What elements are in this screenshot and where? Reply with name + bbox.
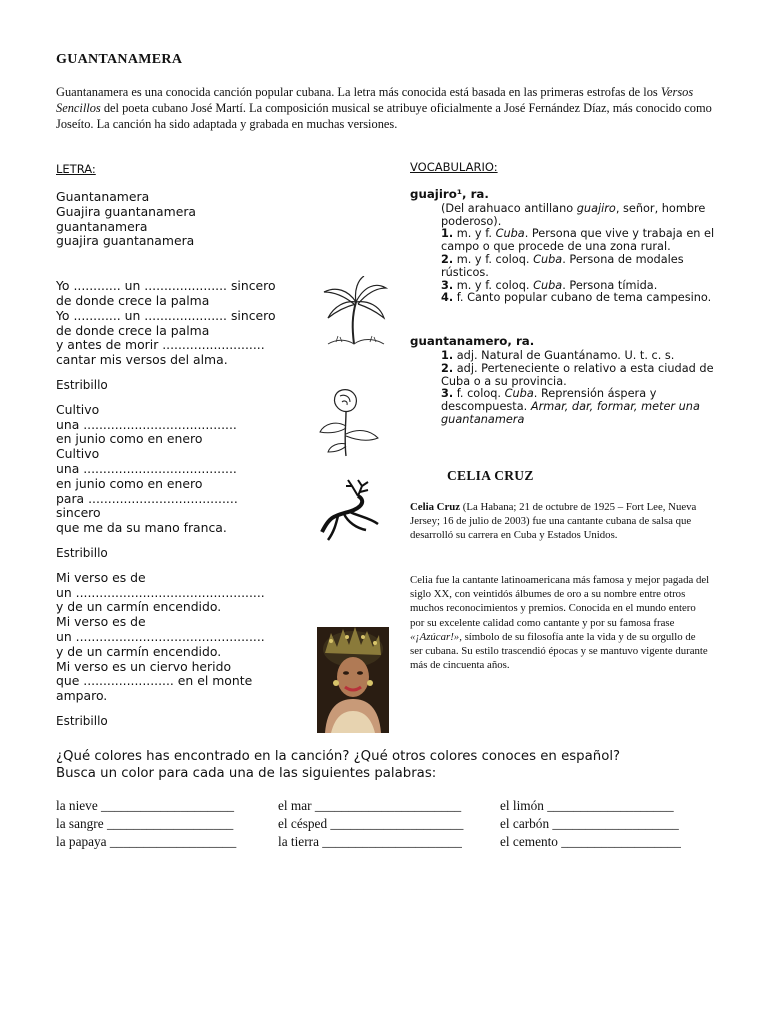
lyric-line: en junio como en enero xyxy=(56,475,203,491)
vocab-def-text: . Reprensión áspera y descompuesta. xyxy=(441,387,657,414)
vocab-def xyxy=(410,363,720,389)
exercise-word: el césped ____________________ xyxy=(278,816,464,831)
lyric-line: Guajira guantanamera xyxy=(56,203,196,219)
lyrics-block xyxy=(56,190,316,739)
question-block xyxy=(56,748,696,782)
celia-fame-paragraph xyxy=(410,573,710,672)
lyric-line: un ................................................ xyxy=(56,628,265,644)
vocab-entry-head: guajiro¹, ra. xyxy=(410,187,489,201)
lyric-line: y antes de morir .......................... xyxy=(56,337,265,353)
exercise-word: el cemento __________________ xyxy=(500,834,681,849)
exercise-word: la papaya ___________________ xyxy=(56,834,237,849)
lyric-line: Mi verso es de xyxy=(56,614,146,630)
vocabulary-header: VOCABULARIO: xyxy=(410,160,498,174)
vocab-def xyxy=(410,228,720,254)
lyric-line: Cultivo xyxy=(56,446,100,462)
estribillo-label: Estribillo xyxy=(56,377,108,392)
exercise-word: el mar ______________________ xyxy=(278,798,462,813)
page-title: GUANTANAMERA xyxy=(56,52,183,67)
vocab-def-num: 3. xyxy=(441,278,454,292)
question-instruction: Busca un color para cada una de las siguientes palabras: xyxy=(56,766,437,781)
lyric-line: de donde crece la palma xyxy=(56,322,210,338)
lyric-line: que ....................... en el monte xyxy=(56,673,253,689)
exercise-word: la nieve ____________________ xyxy=(56,798,235,813)
lyric-line: Guantanamera xyxy=(56,189,150,204)
lyric-line: guantanamera xyxy=(56,218,148,234)
lyric-line: cantar mis versos del alma. xyxy=(56,352,228,368)
lyric-line: y de un carmín encendido. xyxy=(56,599,222,615)
exercise-word: la sangre ___________________ xyxy=(56,816,234,831)
estribillo-label: Estribillo xyxy=(56,545,108,560)
lyric-line: sincero xyxy=(56,505,101,521)
lyric-line: y de un carmín encendido. xyxy=(56,643,222,659)
vocab-def-text: . Persona que vive y trabaja en el campo o que procede de una zona rural. xyxy=(441,227,715,254)
lyrics-header: LETRA: xyxy=(56,162,96,176)
vocab-def-place: Cuba xyxy=(533,278,563,292)
lyric-line: Yo ............ un ..................... sincero xyxy=(56,307,276,323)
exercise-word: el limón ___________________ xyxy=(500,798,674,813)
vocab-def-num: 2. xyxy=(441,252,454,266)
celia-bio-text: (La Habana; 21 de octubre de 1925 – Fort Lee, Nueva Jersey; 16 de julio de 2003) fue una cantante cubana de salsa que desarrolló su carrera en Cuba y Estados Unidos. xyxy=(410,501,697,542)
celia-fame-text-b: , símbolo de su filosofía ante la vida y de su orgullo de ser cubana. Su estilo trascendió épocas y se mantuvo vigente durante más de cincuenta años. xyxy=(410,630,708,672)
celia-name: Celia Cruz xyxy=(410,501,461,513)
estribillo-label: Estribillo xyxy=(56,713,108,728)
vocab-def-pre: f. Canto popular cubano de tema campesino. xyxy=(453,291,712,305)
celia-cruz-title: CELIA CRUZ xyxy=(447,468,534,483)
lyric-line: una ....................................... xyxy=(56,460,237,476)
lyric-line: Cultivo xyxy=(56,401,100,417)
question-colors: ¿Qué colores has encontrado en la canción? ¿Qué otros colores conoces en español? xyxy=(56,749,621,764)
vocab-origin xyxy=(410,203,720,229)
celia-bio-paragraph xyxy=(410,500,710,543)
rose-illustration xyxy=(316,384,384,458)
lyric-line: que me da su mano franca. xyxy=(56,520,227,536)
vocab-def-num: 1. xyxy=(441,227,454,241)
lyric-line: para ...................................... xyxy=(56,490,238,506)
palm-tree-illustration xyxy=(318,276,390,346)
vocab-origin-word: guajiro xyxy=(576,201,616,215)
vocab-def-num: 1. xyxy=(441,348,454,362)
lyric-line: de donde crece la palma xyxy=(56,292,210,308)
vocab-def-text: adj. Perteneciente o relativo a esta ciudad de Cuba o a su provincia. xyxy=(441,361,714,388)
vocab-origin-text-b: , señor, hombre poderoso). xyxy=(441,201,706,228)
lyric-line: en junio como en enero xyxy=(56,431,203,447)
vocab-def xyxy=(410,292,720,305)
intro-book-title: Versos Sencillos xyxy=(56,85,694,115)
vocab-def-pre: m. y f. coloq. xyxy=(453,252,534,266)
vocab-def-place: Cuba xyxy=(495,227,525,241)
intro-text-a: Guantanamera es una conocida canción popular cubana. La letra más conocida está basada en las primeras estrofas de los xyxy=(56,85,661,99)
vocab-def-place: Cuba xyxy=(533,252,563,266)
vocab-def-pre: m. y f. coloq. xyxy=(453,278,534,292)
vocab-def xyxy=(410,388,720,426)
celia-fame-text-a: Celia fue la cantante latinoamericana más famosa y mejor pagada del siglo XX, con veintidós álbumes de oro a su nombre entre otros muchos reconocimientos y premios. Conocida en el mundo entero por su excelente calidad como cantante y por su famosa frase xyxy=(410,574,710,629)
vocab-def-text: . Persona de modales rústicos. xyxy=(441,252,684,279)
celia-quote: «¡Azúcar!» xyxy=(410,630,460,643)
vocab-def xyxy=(410,254,720,280)
vocab-origin-text-a: (Del arahuaco antillano xyxy=(441,201,577,215)
lyric-line: un ................................................ xyxy=(56,584,265,600)
vocab-def-pre: m. y f. xyxy=(453,227,496,241)
deer-illustration xyxy=(318,478,382,544)
vocab-def-text: adj. Natural de Guantánamo. U. t. c. s. xyxy=(453,348,675,362)
vocab-def-place: Cuba xyxy=(504,387,534,401)
vocab-def-num: 2. xyxy=(441,361,454,375)
vocabulary-block xyxy=(410,188,720,427)
lyric-line: amparo. xyxy=(56,688,108,704)
vocab-def-pre: f. coloq. xyxy=(453,387,505,401)
vocab-def-text: . Persona tímida. xyxy=(562,278,658,292)
vocab-def-num: 3. xyxy=(441,387,454,401)
lyric-line: Yo ............ un ..................... sincero xyxy=(56,278,276,294)
intro-text-b: del poeta cubano José Martí. La composición musical se atribuye oficialmente a José Fernández Díaz, más conocido como Joseíto. La canción ha sido adaptada y grabada en muchas versiones. xyxy=(56,101,712,131)
intro-paragraph xyxy=(56,84,716,132)
lyric-line: una ....................................... xyxy=(56,416,237,432)
vocab-entry-head: guantanamero, ra. xyxy=(410,334,535,349)
celia-cruz-photo xyxy=(317,627,389,733)
lyric-line: Mi verso es de xyxy=(56,569,146,585)
exercise-word: el carbón ___________________ xyxy=(500,816,679,831)
lyric-line: guajira guantanamera xyxy=(56,233,195,249)
vocab-def-example: Armar, dar, formar, meter una guantanamera xyxy=(441,400,700,426)
lyric-line: Mi verso es un ciervo herido xyxy=(56,658,232,674)
exercise-word: la tierra _____________________ xyxy=(278,834,462,849)
vocab-def-num: 4. xyxy=(441,291,454,305)
